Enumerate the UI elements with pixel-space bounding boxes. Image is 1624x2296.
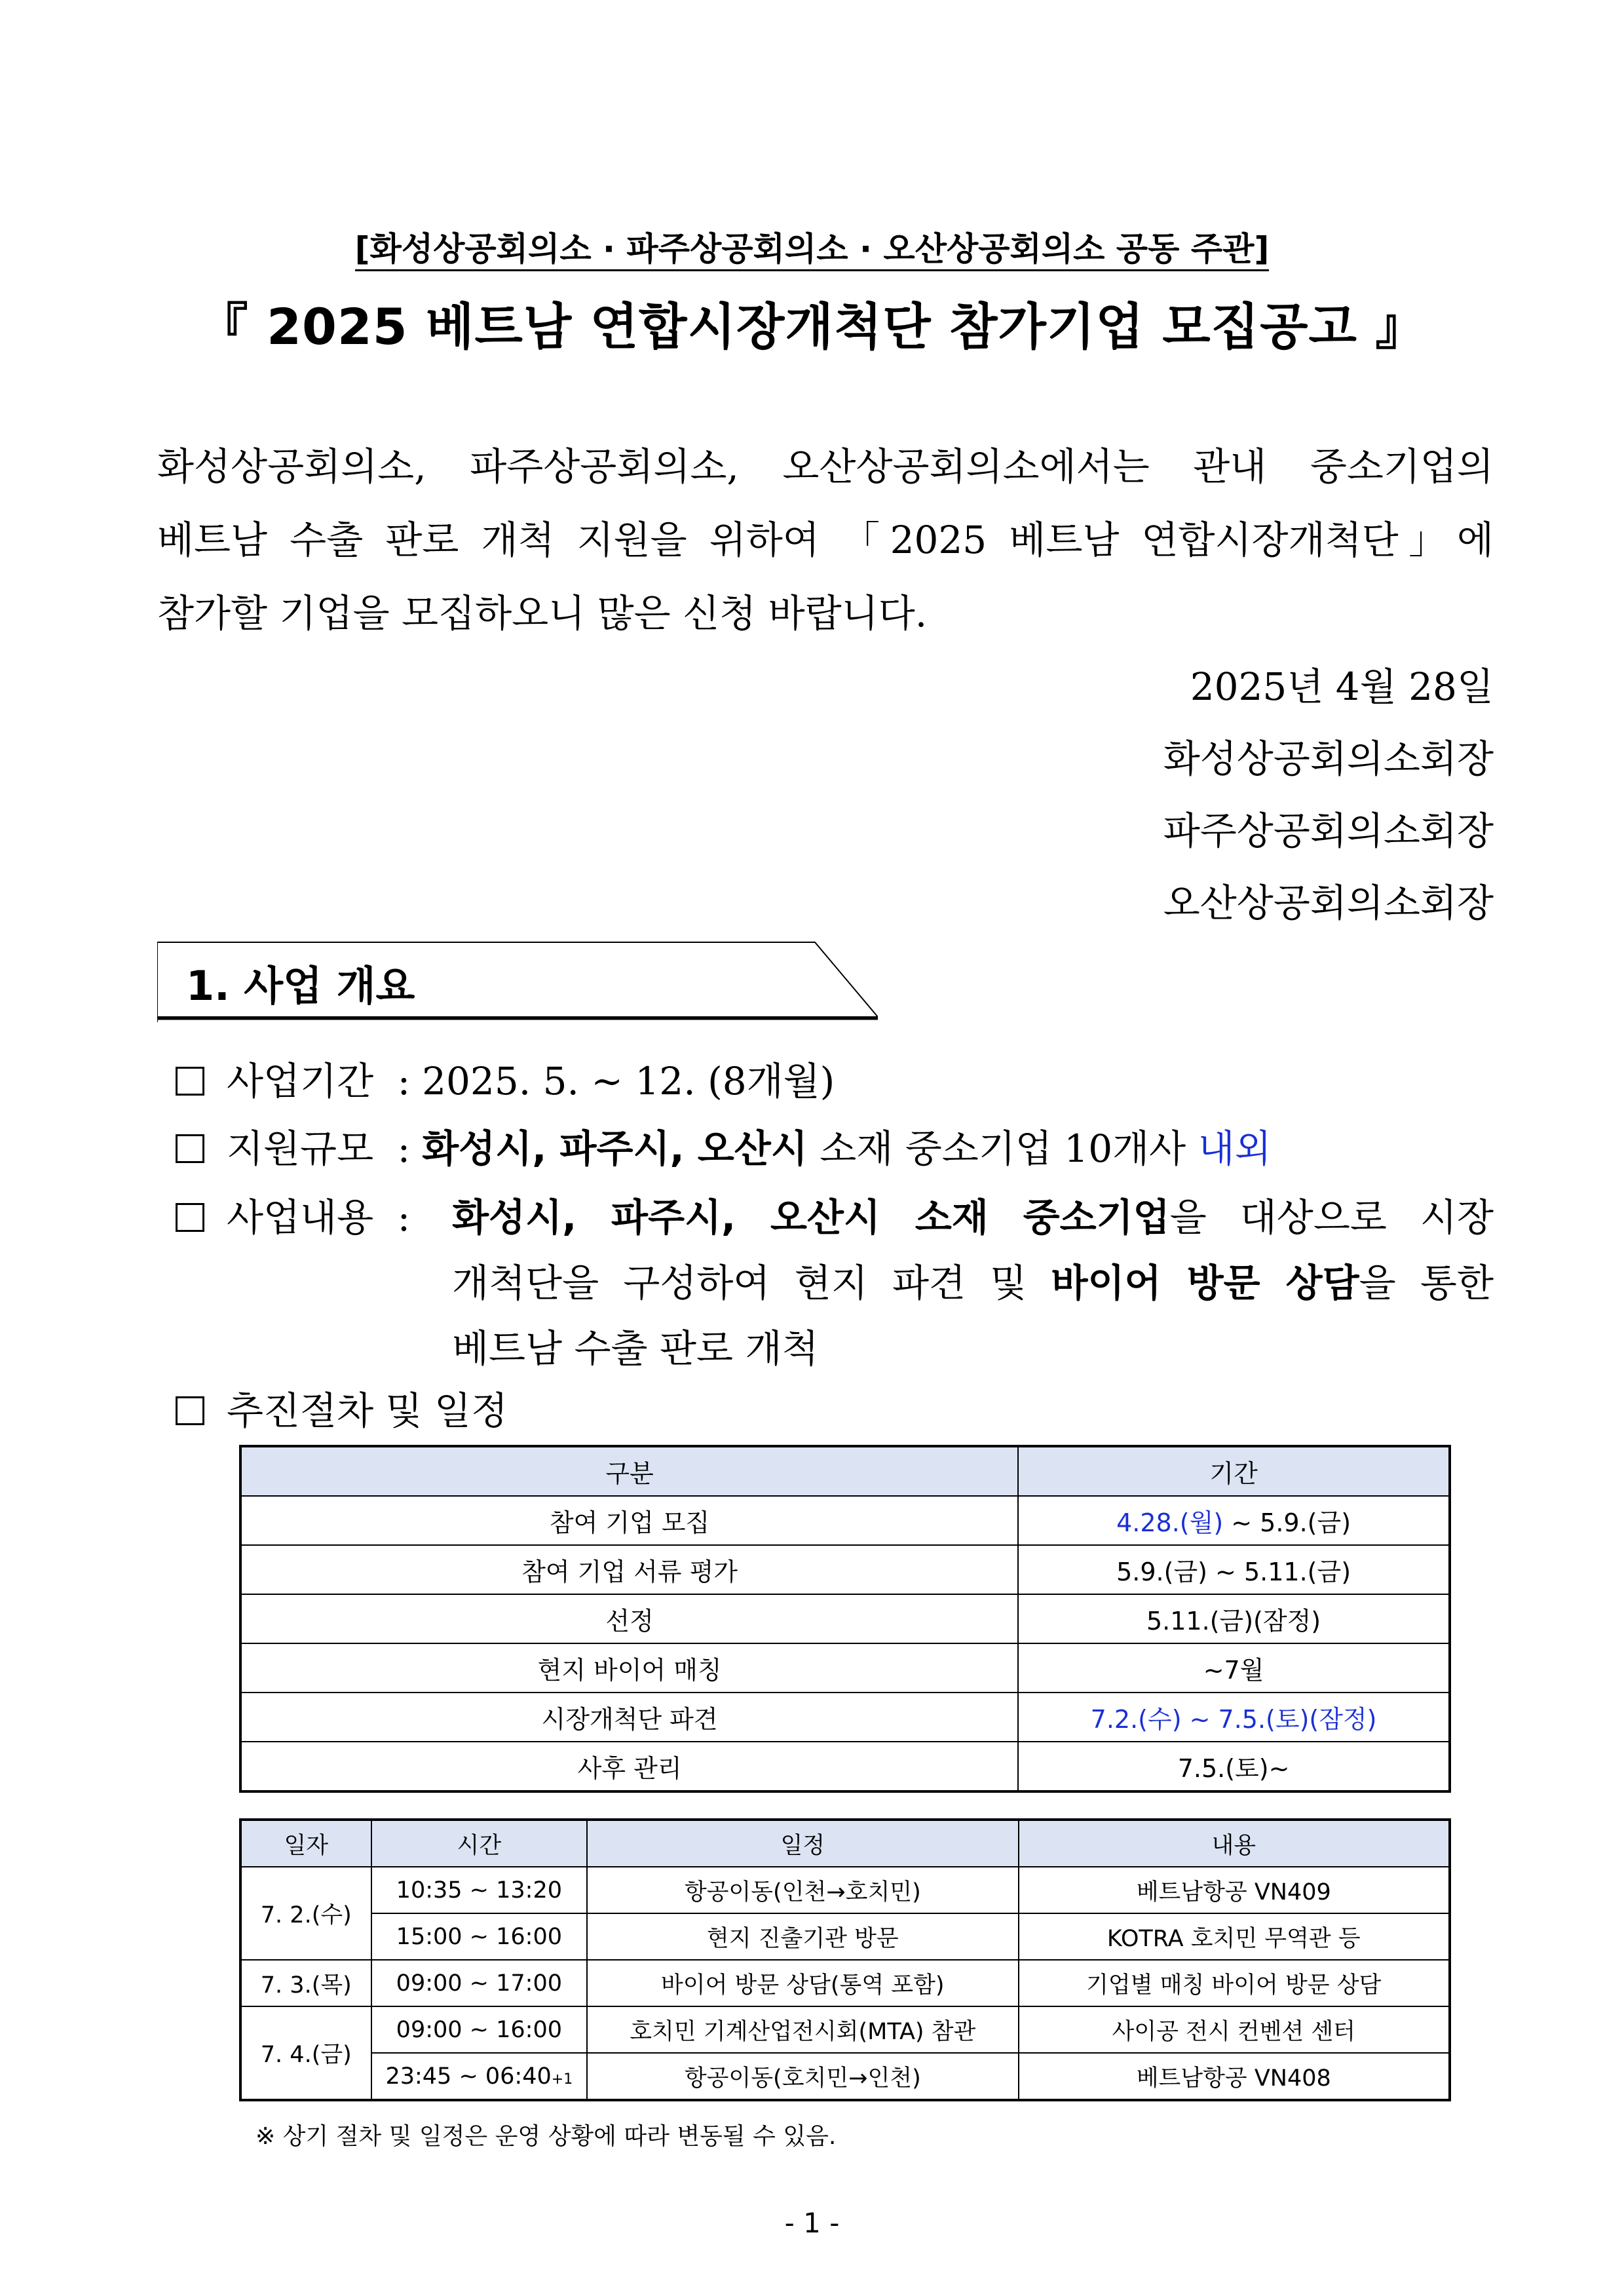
intro-line: 베트남 수출 판로 개척 지원을 위하여 「2025 베트남 연합시장개척단」에 <box>157 518 1494 562</box>
content-text: 을 통한 <box>1359 1261 1494 1305</box>
content-bold: 바이어 방문 상담 <box>1051 1261 1359 1305</box>
cell-detail: 베트남항공 VN408 <box>1019 2053 1450 2100</box>
bullet-value: 2025. 5. ~ 12. (8개월) <box>422 1059 835 1103</box>
checkbox-square-icon <box>176 1134 204 1163</box>
cell-event: 항공이동(인천→호치민) <box>587 1867 1018 1913</box>
cell-time: 09:00 ~ 16:00 <box>371 2006 587 2053</box>
cell-period: 5.9.(금) ~ 5.11.(금) <box>1018 1545 1450 1594</box>
table-row <box>240 1594 1450 1643</box>
cell-item: 참여 기업 모집 <box>240 1496 1018 1545</box>
table-row <box>240 1913 1450 1960</box>
schedule-table <box>239 1445 1451 1793</box>
next-day-marker: +1 <box>551 2071 573 2088</box>
bullet-value-bold: 화성시, 파주시, 오산시 <box>422 1126 808 1171</box>
cell-event: 현지 진출기관 방문 <box>587 1913 1018 1960</box>
bullet-label: 추진절차 및 일정 <box>227 1388 508 1433</box>
table-header-row <box>240 1446 1450 1496</box>
signer-paju: 파주상공회의소회장 <box>1163 809 1494 853</box>
announcement-subtitle <box>0 223 1624 270</box>
cell-period: ~7월 <box>1018 1643 1450 1693</box>
content-bold: 화성시, 파주시, 오산시 소재 중소기업 <box>452 1195 1170 1240</box>
cell-item: 사후 관리 <box>240 1742 1018 1791</box>
bullet-business-content <box>176 1186 422 1249</box>
content-line: 베트남 수출 판로 개척 <box>452 1326 819 1371</box>
period-text: ~ 5.9.(금) <box>1223 1508 1351 1537</box>
period-highlight: 4.28.(월) <box>1116 1508 1224 1537</box>
cell-item: 현지 바이어 매칭 <box>240 1643 1018 1693</box>
header-schedule: 일정 <box>587 1820 1018 1867</box>
content-text: 개척단을 구성하여 현지 파견 및 <box>452 1261 1051 1305</box>
cell-event: 바이어 방문 상담(통역 포함) <box>587 1960 1018 2006</box>
table-row <box>240 2053 1450 2100</box>
cell-detail: 기업별 매칭 바이어 방문 상담 <box>1019 1960 1450 2006</box>
bullet-label: 사업기간 <box>227 1059 374 1103</box>
table-row <box>240 1742 1450 1791</box>
bullet-value-highlight: 내외 <box>1198 1126 1272 1171</box>
cell-period <box>1018 1496 1450 1545</box>
bullet-separator: : <box>397 1059 411 1103</box>
checkbox-square-icon <box>176 1203 204 1232</box>
bullet-business-period <box>176 1050 835 1113</box>
bullet-label: 사업내용 <box>227 1195 374 1240</box>
table-row <box>240 1693 1450 1742</box>
cell-event: 호치민 기계산업전시회(MTA) 참관 <box>587 2006 1018 2053</box>
time-text: 23:45 ~ 06:40 <box>385 2063 552 2090</box>
subtitle-text: [화성상공회의소 · 파주상공회의소 · 오산상공회의소 공동 주관] <box>355 230 1270 271</box>
table-row <box>240 1545 1450 1594</box>
cell-time: 15:00 ~ 16:00 <box>371 1913 587 1960</box>
cell-item: 선정 <box>240 1594 1018 1643</box>
cell-period: 7.2.(수) ~ 7.5.(토)(잠정) <box>1018 1693 1450 1742</box>
cell-time: 10:35 ~ 13:20 <box>371 1867 587 1913</box>
bullet-support-scale <box>176 1117 1272 1180</box>
cell-detail: KOTRA 호치민 무역관 등 <box>1019 1913 1450 1960</box>
cell-period: 5.11.(금)(잠정) <box>1018 1594 1450 1643</box>
intro-line: 참가할 기업을 모집하오니 많은 신청 바랍니다. <box>157 591 928 636</box>
content-line <box>452 1250 1494 1316</box>
checkbox-square-icon <box>176 1067 204 1096</box>
table-row <box>240 2006 1450 2053</box>
itinerary-table <box>239 1818 1451 2101</box>
cell-date: 7. 2.(수) <box>240 1867 371 1960</box>
table-row <box>240 1496 1450 1545</box>
content-text: 을 대상으로 시장 <box>1169 1195 1494 1240</box>
signer-hwaseong: 화성상공회의소회장 <box>1163 737 1494 781</box>
cell-time: 09:00 ~ 17:00 <box>371 1960 587 2006</box>
business-content-text <box>452 1185 1494 1381</box>
checkbox-square-icon <box>176 1396 204 1425</box>
section-title: 1. 사업 개요 <box>186 962 415 1010</box>
header-content: 내용 <box>1019 1820 1450 1867</box>
bullet-procedure <box>176 1379 508 1442</box>
intro-line: 화성상공회의소, 파주상공회의소, 오산상공회의소에서는 관내 중소기업의 <box>157 444 1494 489</box>
schedule-note: ※ 상기 절차 및 일정은 운영 상황에 따라 변동될 수 있음. <box>255 2123 837 2150</box>
cell-item: 참여 기업 서류 평가 <box>240 1545 1018 1594</box>
bullet-separator: : <box>397 1126 411 1171</box>
table-row <box>240 1960 1450 2006</box>
cell-date: 7. 3.(목) <box>240 1960 371 2006</box>
bullet-value: 소재 중소기업 10개사 <box>807 1126 1198 1171</box>
cell-detail: 사이공 전시 컨벤션 센터 <box>1019 2006 1450 2053</box>
bullet-separator: : <box>397 1195 411 1240</box>
header-category: 구분 <box>240 1446 1018 1496</box>
cell-detail: 베트남항공 VN409 <box>1019 1867 1450 1913</box>
table-row <box>240 1867 1450 1913</box>
cell-period: 7.5.(토)~ <box>1018 1742 1450 1791</box>
cell-item: 시장개척단 파견 <box>240 1693 1018 1742</box>
announcement-date: 2025년 4월 28일 <box>1190 664 1494 709</box>
table-row <box>240 1643 1450 1693</box>
signer-osan: 오산상공회의소회장 <box>1163 881 1494 925</box>
bullet-label: 지원규모 <box>227 1126 374 1171</box>
page-number: - 1 - <box>784 2207 840 2239</box>
announcement-title: 『 2025 베트남 연합시장개척단 참가기업 모집공고 』 <box>198 297 1426 356</box>
cell-event: 항공이동(호치민→인천) <box>587 2053 1018 2100</box>
header-date: 일자 <box>240 1820 371 1867</box>
header-period: 기간 <box>1018 1446 1450 1496</box>
cell-date: 7. 4.(금) <box>240 2006 371 2100</box>
header-time: 시간 <box>371 1820 587 1867</box>
intro-paragraph <box>157 430 1494 650</box>
table-header-row <box>240 1820 1450 1867</box>
cell-time <box>371 2053 587 2100</box>
content-line <box>452 1185 1494 1250</box>
